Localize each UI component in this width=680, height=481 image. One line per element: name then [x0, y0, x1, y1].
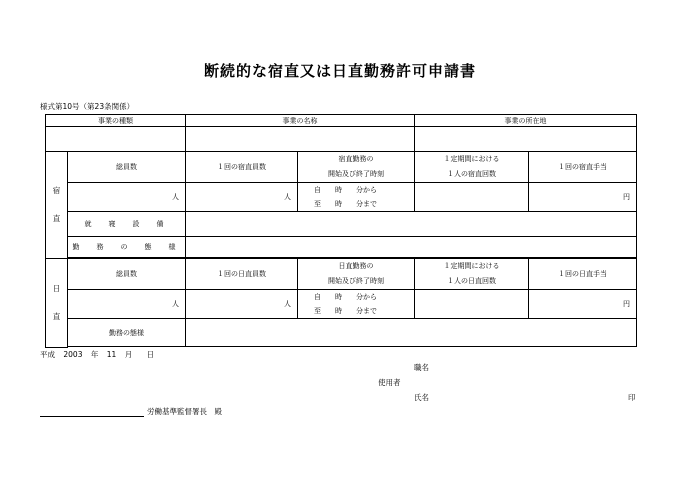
nicchoku-allowance-label: １回の日直手当	[529, 259, 637, 290]
seal-mark: 印	[628, 393, 636, 402]
shukuchoku-work-type-field[interactable]	[186, 237, 637, 258]
shukuchoku-section-label: 宿 直	[46, 152, 68, 259]
nicchoku-header-row	[46, 259, 637, 290]
shukuchoku-work-type-label: 勤 務 の 態 様	[68, 237, 186, 258]
nicchoku-per-duty-count-field[interactable]: 人	[186, 290, 298, 319]
nicchoku-section-label: 日 直	[46, 259, 68, 348]
shukuchoku-total-workers-label: 総員数	[68, 152, 186, 183]
shukuchoku-duty-time-field[interactable]: 自 時 分から 至 時 分まで	[298, 183, 415, 212]
business-name-field[interactable]	[186, 127, 415, 152]
shukuchoku-facilities-field[interactable]	[186, 212, 637, 237]
business-name-header: 事業の名称	[186, 115, 415, 127]
date-era: 平成	[40, 350, 55, 359]
nicchoku-total-workers-label: 総員数	[68, 259, 186, 290]
shukuchoku-total-workers-field[interactable]: 人	[68, 183, 186, 212]
nicchoku-value-row	[46, 290, 637, 319]
position-label: 職名	[414, 363, 429, 372]
nicchoku-total-workers-field[interactable]: 人	[68, 290, 186, 319]
employer-label: 使用者	[378, 378, 401, 387]
nicchoku-per-duty-count-label: １回の日直員数	[186, 259, 298, 290]
shukuchoku-work-type-row	[46, 237, 637, 258]
shukuchoku-facilities-row	[46, 212, 637, 237]
business-location-field[interactable]	[415, 127, 637, 152]
shukuchoku-period-count-field[interactable]	[415, 183, 529, 212]
nicchoku-period-count-label: １定期間における １人の日直回数	[415, 259, 529, 290]
nicchoku-duty-time-field[interactable]: 自 時 分から 至 時 分まで	[298, 290, 415, 319]
page-title: 断続的な宿直又は日直勤務許可申請書	[203, 62, 476, 80]
shukuchoku-per-duty-count-field[interactable]: 人	[186, 183, 298, 212]
shukuchoku-per-duty-count-label: １回の宿直員数	[186, 152, 298, 183]
date-month-unit: 月	[124, 350, 133, 359]
shukuchoku-facilities-label: 就 寝 設 備	[68, 212, 186, 237]
application-date	[40, 349, 154, 360]
date-day-unit: 日	[146, 350, 155, 359]
application-form-table	[45, 114, 637, 348]
header-row	[46, 115, 637, 127]
addressee-label: 労働基準監督署長 殿	[147, 407, 222, 416]
nicchoku-work-type-row	[46, 319, 637, 347]
addressee	[40, 406, 222, 417]
shukuchoku-period-count-label: １定期間における １人の宿直回数	[415, 152, 529, 183]
shukuchoku-header-row	[46, 152, 637, 183]
form-number: 様式第10号（第23条関係）	[40, 102, 135, 111]
date-month[interactable]: 11	[106, 350, 117, 359]
name-label: 氏名	[414, 393, 429, 402]
date-year-unit: 年	[90, 350, 99, 359]
nicchoku-work-type-field[interactable]	[186, 319, 637, 347]
nicchoku-period-count-field[interactable]	[415, 290, 529, 319]
nicchoku-work-type-label: 勤務の態様	[68, 319, 186, 347]
shukuchoku-value-row	[46, 183, 637, 212]
nicchoku-duty-time-label: 日直勤務の 開始及び終了時刻	[298, 259, 415, 290]
shukuchoku-allowance-field[interactable]: 円	[529, 183, 637, 212]
date-year[interactable]: 2003	[63, 350, 83, 359]
business-type-header: 事業の種類	[46, 115, 186, 127]
business-location-header: 事業の所在地	[415, 115, 637, 127]
business-type-field[interactable]	[46, 127, 186, 152]
shukuchoku-duty-time-label: 宿直勤務の 開始及び終了時刻	[298, 152, 415, 183]
nicchoku-allowance-field[interactable]: 円	[529, 290, 637, 319]
business-info-row	[46, 127, 637, 152]
labor-office-name-line[interactable]	[40, 416, 144, 417]
shukuchoku-allowance-label: １回の宿直手当	[529, 152, 637, 183]
